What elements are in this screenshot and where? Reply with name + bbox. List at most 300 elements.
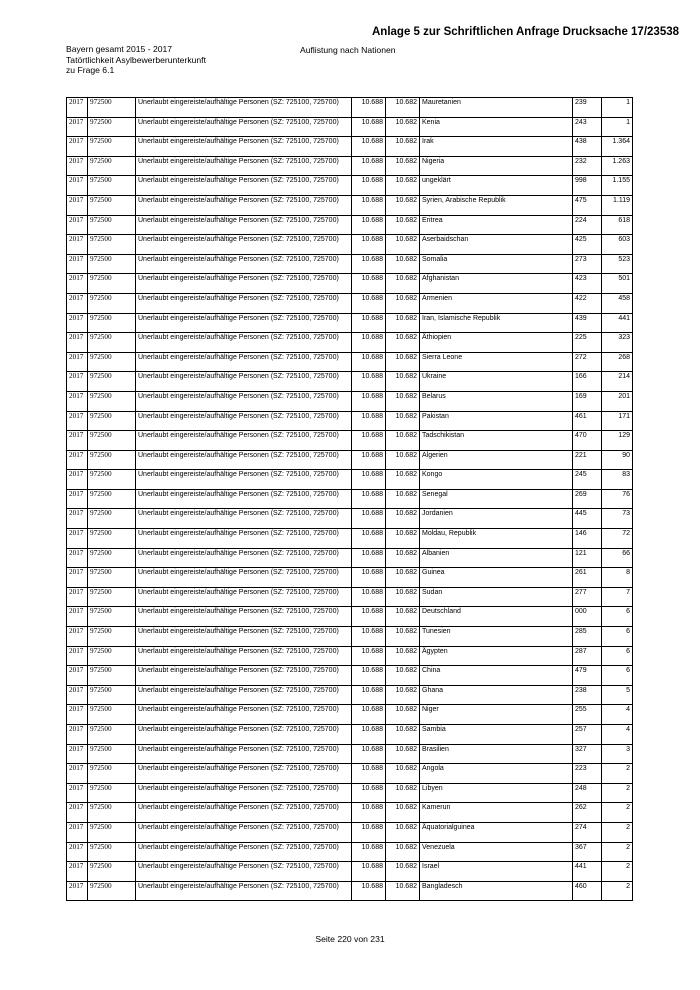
cell-count: 2 <box>602 881 633 901</box>
cell-nation-code: 439 <box>573 313 602 333</box>
cell-total-cases: 10.688 <box>352 137 386 157</box>
header-info <box>66 44 206 76</box>
cell-description: Unerlaubt eingereiste/aufhältige Personen (SZ: 725100, 725700) <box>136 666 352 686</box>
cell-description: Unerlaubt eingereiste/aufhältige Personen (SZ: 725100, 725700) <box>136 646 352 666</box>
cell-total-suspects: 10.682 <box>386 764 420 784</box>
cell-total-cases: 10.688 <box>352 509 386 529</box>
cell-nation: Äquatorialguinea <box>420 822 573 842</box>
cell-nation-code: 232 <box>573 156 602 176</box>
cell-nation: Brasilien <box>420 744 573 764</box>
cell-nation-code: 367 <box>573 842 602 862</box>
cell-description: Unerlaubt eingereiste/aufhältige Personen (SZ: 725100, 725700) <box>136 470 352 490</box>
cell-offense-key: 972500 <box>88 431 136 451</box>
table-row <box>67 607 633 627</box>
cell-description: Unerlaubt eingereiste/aufhältige Personen (SZ: 725100, 725700) <box>136 372 352 392</box>
cell-nation-code: 223 <box>573 764 602 784</box>
cell-year: 2017 <box>67 587 88 607</box>
cell-total-cases: 10.688 <box>352 98 386 118</box>
cell-count: 1 <box>602 98 633 118</box>
cell-total-suspects: 10.682 <box>386 627 420 647</box>
cell-total-suspects: 10.682 <box>386 509 420 529</box>
cell-offense-key: 972500 <box>88 156 136 176</box>
cell-total-suspects: 10.682 <box>386 548 420 568</box>
cell-year: 2017 <box>67 98 88 118</box>
cell-count: 6 <box>602 646 633 666</box>
cell-count: 1.155 <box>602 176 633 196</box>
cell-total-cases: 10.688 <box>352 627 386 647</box>
cell-offense-key: 972500 <box>88 685 136 705</box>
cell-total-cases: 10.688 <box>352 293 386 313</box>
cell-year: 2017 <box>67 803 88 823</box>
cell-total-cases: 10.688 <box>352 489 386 509</box>
cell-nation-code: 245 <box>573 470 602 490</box>
cell-offense-key: 972500 <box>88 411 136 431</box>
cell-nation-code: 221 <box>573 450 602 470</box>
cell-year: 2017 <box>67 450 88 470</box>
cell-description: Unerlaubt eingereiste/aufhältige Personen (SZ: 725100, 725700) <box>136 568 352 588</box>
cell-year: 2017 <box>67 862 88 882</box>
cell-count: 441 <box>602 313 633 333</box>
cell-offense-key: 972500 <box>88 607 136 627</box>
cell-total-suspects: 10.682 <box>386 313 420 333</box>
cell-year: 2017 <box>67 764 88 784</box>
cell-description: Unerlaubt eingereiste/aufhältige Personen (SZ: 725100, 725700) <box>136 293 352 313</box>
cell-total-suspects: 10.682 <box>386 529 420 549</box>
cell-count: 72 <box>602 529 633 549</box>
cell-total-cases: 10.688 <box>352 254 386 274</box>
cell-year: 2017 <box>67 881 88 901</box>
cell-year: 2017 <box>67 568 88 588</box>
cell-count: 6 <box>602 666 633 686</box>
cell-description: Unerlaubt eingereiste/aufhältige Personen (SZ: 725100, 725700) <box>136 333 352 353</box>
cell-total-suspects: 10.682 <box>386 156 420 176</box>
cell-description: Unerlaubt eingereiste/aufhältige Personen (SZ: 725100, 725700) <box>136 254 352 274</box>
cell-offense-key: 972500 <box>88 352 136 372</box>
table-row <box>67 293 633 313</box>
cell-offense-key: 972500 <box>88 587 136 607</box>
table-row <box>67 352 633 372</box>
table-row <box>67 744 633 764</box>
cell-offense-key: 972500 <box>88 450 136 470</box>
cell-total-suspects: 10.682 <box>386 685 420 705</box>
cell-description: Unerlaubt eingereiste/aufhältige Personen (SZ: 725100, 725700) <box>136 137 352 157</box>
cell-nation-code: 327 <box>573 744 602 764</box>
cell-description: Unerlaubt eingereiste/aufhältige Personen (SZ: 725100, 725700) <box>136 509 352 529</box>
cell-offense-key: 972500 <box>88 529 136 549</box>
cell-count: 214 <box>602 372 633 392</box>
cell-total-cases: 10.688 <box>352 117 386 137</box>
cell-description: Unerlaubt eingereiste/aufhältige Personen (SZ: 725100, 725700) <box>136 685 352 705</box>
table-row <box>67 509 633 529</box>
cell-total-suspects: 10.682 <box>386 372 420 392</box>
cell-nation-code: 146 <box>573 529 602 549</box>
cell-count: 618 <box>602 215 633 235</box>
cell-year: 2017 <box>67 685 88 705</box>
cell-nation: Mauretanien <box>420 98 573 118</box>
cell-total-cases: 10.688 <box>352 372 386 392</box>
cell-nation-code: 243 <box>573 117 602 137</box>
cell-description: Unerlaubt eingereiste/aufhältige Personen (SZ: 725100, 725700) <box>136 450 352 470</box>
cell-offense-key: 972500 <box>88 627 136 647</box>
cell-total-cases: 10.688 <box>352 725 386 745</box>
cell-nation: Ägypten <box>420 646 573 666</box>
cell-nation-code: 475 <box>573 195 602 215</box>
cell-count: 171 <box>602 411 633 431</box>
cell-total-cases: 10.688 <box>352 646 386 666</box>
table-row <box>67 215 633 235</box>
nations-table <box>66 97 633 901</box>
cell-description: Unerlaubt eingereiste/aufhältige Personen (SZ: 725100, 725700) <box>136 627 352 647</box>
cell-count: 4 <box>602 725 633 745</box>
table-row <box>67 391 633 411</box>
document-subtitle: Auflistung nach Nationen <box>300 45 396 55</box>
table-row <box>67 489 633 509</box>
cell-offense-key: 972500 <box>88 489 136 509</box>
table-row <box>67 568 633 588</box>
cell-total-suspects: 10.682 <box>386 391 420 411</box>
cell-description: Unerlaubt eingereiste/aufhältige Personen (SZ: 725100, 725700) <box>136 862 352 882</box>
cell-nation: Ukraine <box>420 372 573 392</box>
header-line-region: Bayern gesamt 2015 - 2017 <box>66 44 173 54</box>
cell-total-suspects: 10.682 <box>386 411 420 431</box>
cell-year: 2017 <box>67 666 88 686</box>
cell-year: 2017 <box>67 822 88 842</box>
cell-nation-code: 422 <box>573 293 602 313</box>
cell-year: 2017 <box>67 705 88 725</box>
cell-year: 2017 <box>67 235 88 255</box>
cell-year: 2017 <box>67 156 88 176</box>
cell-offense-key: 972500 <box>88 372 136 392</box>
table-row <box>67 587 633 607</box>
cell-description: Unerlaubt eingereiste/aufhältige Personen (SZ: 725100, 725700) <box>136 529 352 549</box>
cell-description: Unerlaubt eingereiste/aufhältige Personen (SZ: 725100, 725700) <box>136 881 352 901</box>
cell-description: Unerlaubt eingereiste/aufhältige Personen (SZ: 725100, 725700) <box>136 822 352 842</box>
cell-total-cases: 10.688 <box>352 470 386 490</box>
cell-count: 7 <box>602 587 633 607</box>
cell-nation-code: 285 <box>573 627 602 647</box>
cell-offense-key: 972500 <box>88 509 136 529</box>
cell-offense-key: 972500 <box>88 254 136 274</box>
cell-description: Unerlaubt eingereiste/aufhältige Personen (SZ: 725100, 725700) <box>136 548 352 568</box>
cell-total-suspects: 10.682 <box>386 822 420 842</box>
table-row <box>67 98 633 118</box>
cell-year: 2017 <box>67 607 88 627</box>
cell-total-suspects: 10.682 <box>386 705 420 725</box>
cell-count: 1.364 <box>602 137 633 157</box>
cell-offense-key: 972500 <box>88 881 136 901</box>
cell-total-cases: 10.688 <box>352 568 386 588</box>
cell-nation-code: 261 <box>573 568 602 588</box>
cell-year: 2017 <box>67 176 88 196</box>
header-line-question: zu Frage 6.1 <box>66 65 115 76</box>
cell-nation: China <box>420 666 573 686</box>
cell-description: Unerlaubt eingereiste/aufhältige Personen (SZ: 725100, 725700) <box>136 725 352 745</box>
cell-total-suspects: 10.682 <box>386 274 420 294</box>
cell-nation-code: 257 <box>573 725 602 745</box>
cell-count: 73 <box>602 509 633 529</box>
cell-offense-key: 972500 <box>88 666 136 686</box>
cell-nation: Sudan <box>420 587 573 607</box>
cell-count: 1.263 <box>602 156 633 176</box>
cell-count: 268 <box>602 352 633 372</box>
cell-total-cases: 10.688 <box>352 156 386 176</box>
cell-year: 2017 <box>67 274 88 294</box>
cell-year: 2017 <box>67 333 88 353</box>
cell-total-cases: 10.688 <box>352 352 386 372</box>
cell-nation: Angola <box>420 764 573 784</box>
cell-nation-code: 224 <box>573 215 602 235</box>
cell-offense-key: 972500 <box>88 548 136 568</box>
cell-nation-code: 423 <box>573 274 602 294</box>
cell-total-suspects: 10.682 <box>386 254 420 274</box>
cell-offense-key: 972500 <box>88 822 136 842</box>
cell-total-suspects: 10.682 <box>386 842 420 862</box>
cell-nation-code: 273 <box>573 254 602 274</box>
table-row <box>67 803 633 823</box>
cell-count: 4 <box>602 705 633 725</box>
cell-count: 8 <box>602 568 633 588</box>
cell-total-suspects: 10.682 <box>386 587 420 607</box>
table-row <box>67 529 633 549</box>
cell-total-cases: 10.688 <box>352 783 386 803</box>
cell-description: Unerlaubt eingereiste/aufhältige Personen (SZ: 725100, 725700) <box>136 705 352 725</box>
cell-offense-key: 972500 <box>88 862 136 882</box>
cell-nation: Aserbaidschan <box>420 235 573 255</box>
cell-total-cases: 10.688 <box>352 235 386 255</box>
cell-year: 2017 <box>67 489 88 509</box>
cell-total-cases: 10.688 <box>352 431 386 451</box>
cell-description: Unerlaubt eingereiste/aufhältige Personen (SZ: 725100, 725700) <box>136 313 352 333</box>
cell-total-suspects: 10.682 <box>386 293 420 313</box>
cell-total-suspects: 10.682 <box>386 215 420 235</box>
cell-year: 2017 <box>67 117 88 137</box>
cell-nation: Pakistan <box>420 411 573 431</box>
table-row <box>67 176 633 196</box>
cell-nation-code: 998 <box>573 176 602 196</box>
cell-total-suspects: 10.682 <box>386 450 420 470</box>
table-row <box>67 137 633 157</box>
cell-year: 2017 <box>67 391 88 411</box>
cell-total-cases: 10.688 <box>352 333 386 353</box>
cell-description: Unerlaubt eingereiste/aufhältige Personen (SZ: 725100, 725700) <box>136 156 352 176</box>
cell-year: 2017 <box>67 411 88 431</box>
cell-offense-key: 972500 <box>88 313 136 333</box>
cell-offense-key: 972500 <box>88 293 136 313</box>
table-row <box>67 822 633 842</box>
cell-total-suspects: 10.682 <box>386 803 420 823</box>
cell-count: 458 <box>602 293 633 313</box>
cell-year: 2017 <box>67 783 88 803</box>
cell-nation-code: 438 <box>573 137 602 157</box>
table-row <box>67 313 633 333</box>
cell-nation: Tadschikistan <box>420 431 573 451</box>
cell-nation: Venezuela <box>420 842 573 862</box>
cell-offense-key: 972500 <box>88 215 136 235</box>
cell-offense-key: 972500 <box>88 803 136 823</box>
cell-total-suspects: 10.682 <box>386 646 420 666</box>
table-row <box>67 254 633 274</box>
cell-year: 2017 <box>67 627 88 647</box>
cell-nation: Jordanien <box>420 509 573 529</box>
cell-description: Unerlaubt eingereiste/aufhältige Personen (SZ: 725100, 725700) <box>136 803 352 823</box>
cell-total-suspects: 10.682 <box>386 352 420 372</box>
cell-count: 2 <box>602 862 633 882</box>
cell-total-cases: 10.688 <box>352 822 386 842</box>
cell-nation: Israel <box>420 862 573 882</box>
cell-description: Unerlaubt eingereiste/aufhältige Personen (SZ: 725100, 725700) <box>136 607 352 627</box>
cell-offense-key: 972500 <box>88 274 136 294</box>
cell-nation: Somalia <box>420 254 573 274</box>
cell-offense-key: 972500 <box>88 391 136 411</box>
cell-description: Unerlaubt eingereiste/aufhältige Personen (SZ: 725100, 725700) <box>136 489 352 509</box>
cell-count: 6 <box>602 607 633 627</box>
cell-offense-key: 972500 <box>88 195 136 215</box>
table-row <box>67 274 633 294</box>
cell-offense-key: 972500 <box>88 137 136 157</box>
cell-nation: Afghanistan <box>420 274 573 294</box>
cell-nation: Iran, Islamische Republik <box>420 313 573 333</box>
cell-count: 2 <box>602 764 633 784</box>
cell-total-cases: 10.688 <box>352 803 386 823</box>
cell-description: Unerlaubt eingereiste/aufhältige Personen (SZ: 725100, 725700) <box>136 176 352 196</box>
cell-description: Unerlaubt eingereiste/aufhältige Personen (SZ: 725100, 725700) <box>136 391 352 411</box>
cell-offense-key: 972500 <box>88 842 136 862</box>
cell-total-cases: 10.688 <box>352 764 386 784</box>
cell-year: 2017 <box>67 725 88 745</box>
cell-count: 2 <box>602 803 633 823</box>
cell-offense-key: 972500 <box>88 333 136 353</box>
cell-offense-key: 972500 <box>88 470 136 490</box>
cell-total-cases: 10.688 <box>352 842 386 862</box>
table-row <box>67 117 633 137</box>
cell-description: Unerlaubt eingereiste/aufhältige Personen (SZ: 725100, 725700) <box>136 411 352 431</box>
cell-nation: Nigeria <box>420 156 573 176</box>
cell-nation-code: 274 <box>573 822 602 842</box>
cell-nation-code: 470 <box>573 431 602 451</box>
cell-description: Unerlaubt eingereiste/aufhältige Personen (SZ: 725100, 725700) <box>136 195 352 215</box>
cell-count: 90 <box>602 450 633 470</box>
cell-nation: Algerien <box>420 450 573 470</box>
table-row <box>67 431 633 451</box>
cell-count: 201 <box>602 391 633 411</box>
cell-nation-code: 166 <box>573 372 602 392</box>
cell-total-suspects: 10.682 <box>386 176 420 196</box>
table-row <box>67 685 633 705</box>
cell-total-cases: 10.688 <box>352 529 386 549</box>
cell-total-cases: 10.688 <box>352 685 386 705</box>
cell-offense-key: 972500 <box>88 176 136 196</box>
cell-total-suspects: 10.682 <box>386 117 420 137</box>
table-row <box>67 372 633 392</box>
cell-nation-code: 000 <box>573 607 602 627</box>
cell-total-suspects: 10.682 <box>386 862 420 882</box>
cell-count: 2 <box>602 822 633 842</box>
cell-year: 2017 <box>67 195 88 215</box>
cell-nation: Niger <box>420 705 573 725</box>
cell-total-cases: 10.688 <box>352 176 386 196</box>
cell-count: 323 <box>602 333 633 353</box>
cell-count: 76 <box>602 489 633 509</box>
cell-count: 5 <box>602 685 633 705</box>
table-row <box>67 842 633 862</box>
cell-nation: Belarus <box>420 391 573 411</box>
cell-total-cases: 10.688 <box>352 274 386 294</box>
cell-nation-code: 479 <box>573 666 602 686</box>
cell-offense-key: 972500 <box>88 744 136 764</box>
cell-nation-code: 255 <box>573 705 602 725</box>
cell-nation-code: 287 <box>573 646 602 666</box>
cell-nation-code: 425 <box>573 235 602 255</box>
cell-total-suspects: 10.682 <box>386 235 420 255</box>
cell-description: Unerlaubt eingereiste/aufhältige Personen (SZ: 725100, 725700) <box>136 783 352 803</box>
table-row <box>67 783 633 803</box>
cell-description: Unerlaubt eingereiste/aufhältige Personen (SZ: 725100, 725700) <box>136 744 352 764</box>
cell-nation-code: 272 <box>573 352 602 372</box>
cell-count: 6 <box>602 627 633 647</box>
cell-nation: Eritrea <box>420 215 573 235</box>
table-row <box>67 666 633 686</box>
cell-count: 2 <box>602 842 633 862</box>
cell-description: Unerlaubt eingereiste/aufhältige Personen (SZ: 725100, 725700) <box>136 352 352 372</box>
cell-nation-code: 262 <box>573 803 602 823</box>
cell-nation-code: 238 <box>573 685 602 705</box>
table-row <box>67 411 633 431</box>
cell-count: 66 <box>602 548 633 568</box>
table-row <box>67 881 633 901</box>
cell-nation-code: 445 <box>573 509 602 529</box>
cell-total-suspects: 10.682 <box>386 431 420 451</box>
table-row <box>67 156 633 176</box>
cell-nation: ungeklärt <box>420 176 573 196</box>
cell-offense-key: 972500 <box>88 235 136 255</box>
cell-count: 129 <box>602 431 633 451</box>
cell-description: Unerlaubt eingereiste/aufhältige Personen (SZ: 725100, 725700) <box>136 764 352 784</box>
cell-offense-key: 972500 <box>88 725 136 745</box>
cell-year: 2017 <box>67 215 88 235</box>
cell-total-suspects: 10.682 <box>386 783 420 803</box>
cell-total-suspects: 10.682 <box>386 666 420 686</box>
cell-description: Unerlaubt eingereiste/aufhältige Personen (SZ: 725100, 725700) <box>136 842 352 862</box>
table-row <box>67 235 633 255</box>
table-row <box>67 862 633 882</box>
cell-nation: Ghana <box>420 685 573 705</box>
cell-nation: Bangladesch <box>420 881 573 901</box>
cell-nation: Syrien, Arabische Republik <box>420 195 573 215</box>
cell-nation: Sierra Leone <box>420 352 573 372</box>
cell-nation-code: 225 <box>573 333 602 353</box>
table-row <box>67 195 633 215</box>
cell-year: 2017 <box>67 313 88 333</box>
cell-nation-code: 169 <box>573 391 602 411</box>
table-row <box>67 450 633 470</box>
cell-year: 2017 <box>67 431 88 451</box>
cell-offense-key: 972500 <box>88 783 136 803</box>
cell-offense-key: 972500 <box>88 568 136 588</box>
cell-count: 501 <box>602 274 633 294</box>
table-row <box>67 764 633 784</box>
cell-offense-key: 972500 <box>88 705 136 725</box>
cell-count: 1 <box>602 117 633 137</box>
cell-description: Unerlaubt eingereiste/aufhältige Personen (SZ: 725100, 725700) <box>136 274 352 294</box>
cell-description: Unerlaubt eingereiste/aufhältige Personen (SZ: 725100, 725700) <box>136 98 352 118</box>
cell-nation: Armenien <box>420 293 573 313</box>
cell-count: 3 <box>602 744 633 764</box>
cell-nation: Kenia <box>420 117 573 137</box>
cell-nation-code: 269 <box>573 489 602 509</box>
page-footer: Seite 220 von 231 <box>315 934 385 944</box>
cell-total-cases: 10.688 <box>352 705 386 725</box>
cell-nation: Senegal <box>420 489 573 509</box>
